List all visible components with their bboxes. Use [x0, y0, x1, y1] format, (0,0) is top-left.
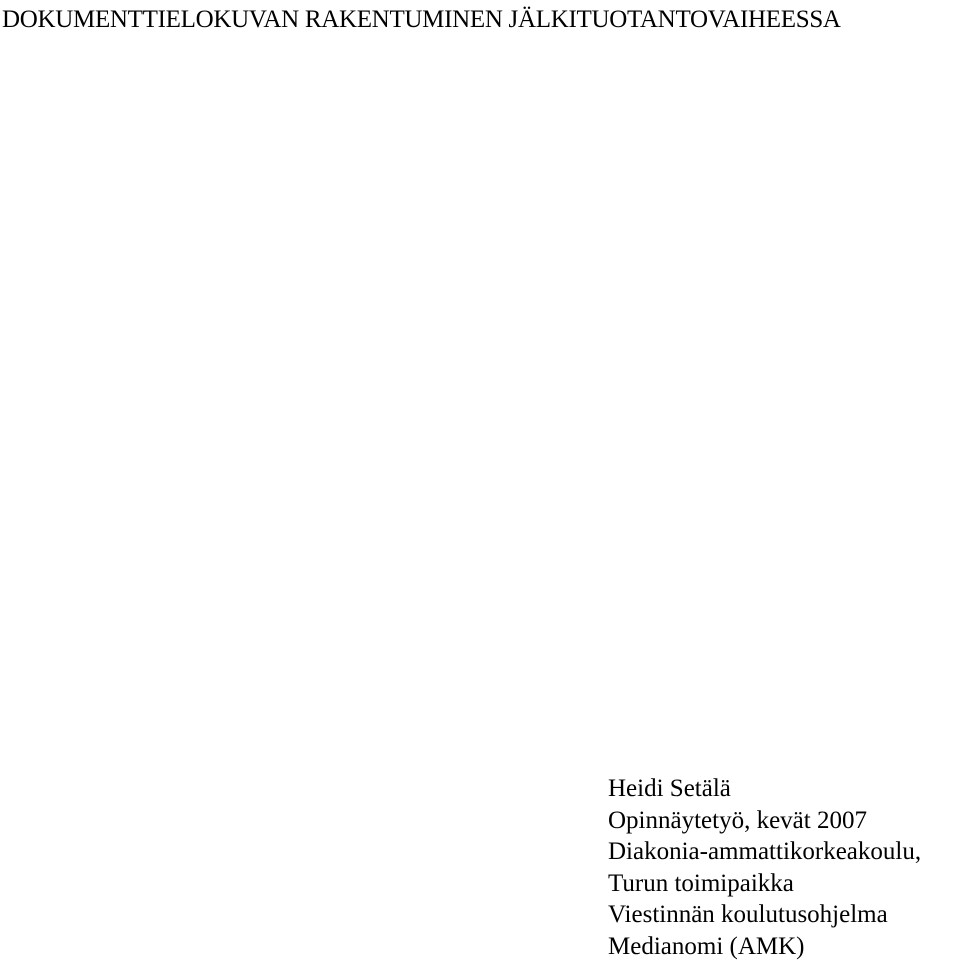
degree-title: Medianomi (AMK) [608, 932, 805, 960]
degree-programme: Viestinnän koulutusohjelma [608, 901, 888, 928]
author-name: Heidi Setälä [608, 775, 731, 802]
author-info-block [608, 773, 921, 962]
campus-location: Turun toimipaikka [608, 869, 794, 897]
thesis-type-and-date: Opinnäytetyö, kevät 2007 [608, 806, 867, 834]
institution-name: Diakonia-ammattikorkeakoulu, [608, 838, 922, 865]
document-title: DOKUMENTTIELOKUVAN RAKENTUMINEN JÄLKITUOTANTOVAIHEESSA [2, 6, 841, 33]
